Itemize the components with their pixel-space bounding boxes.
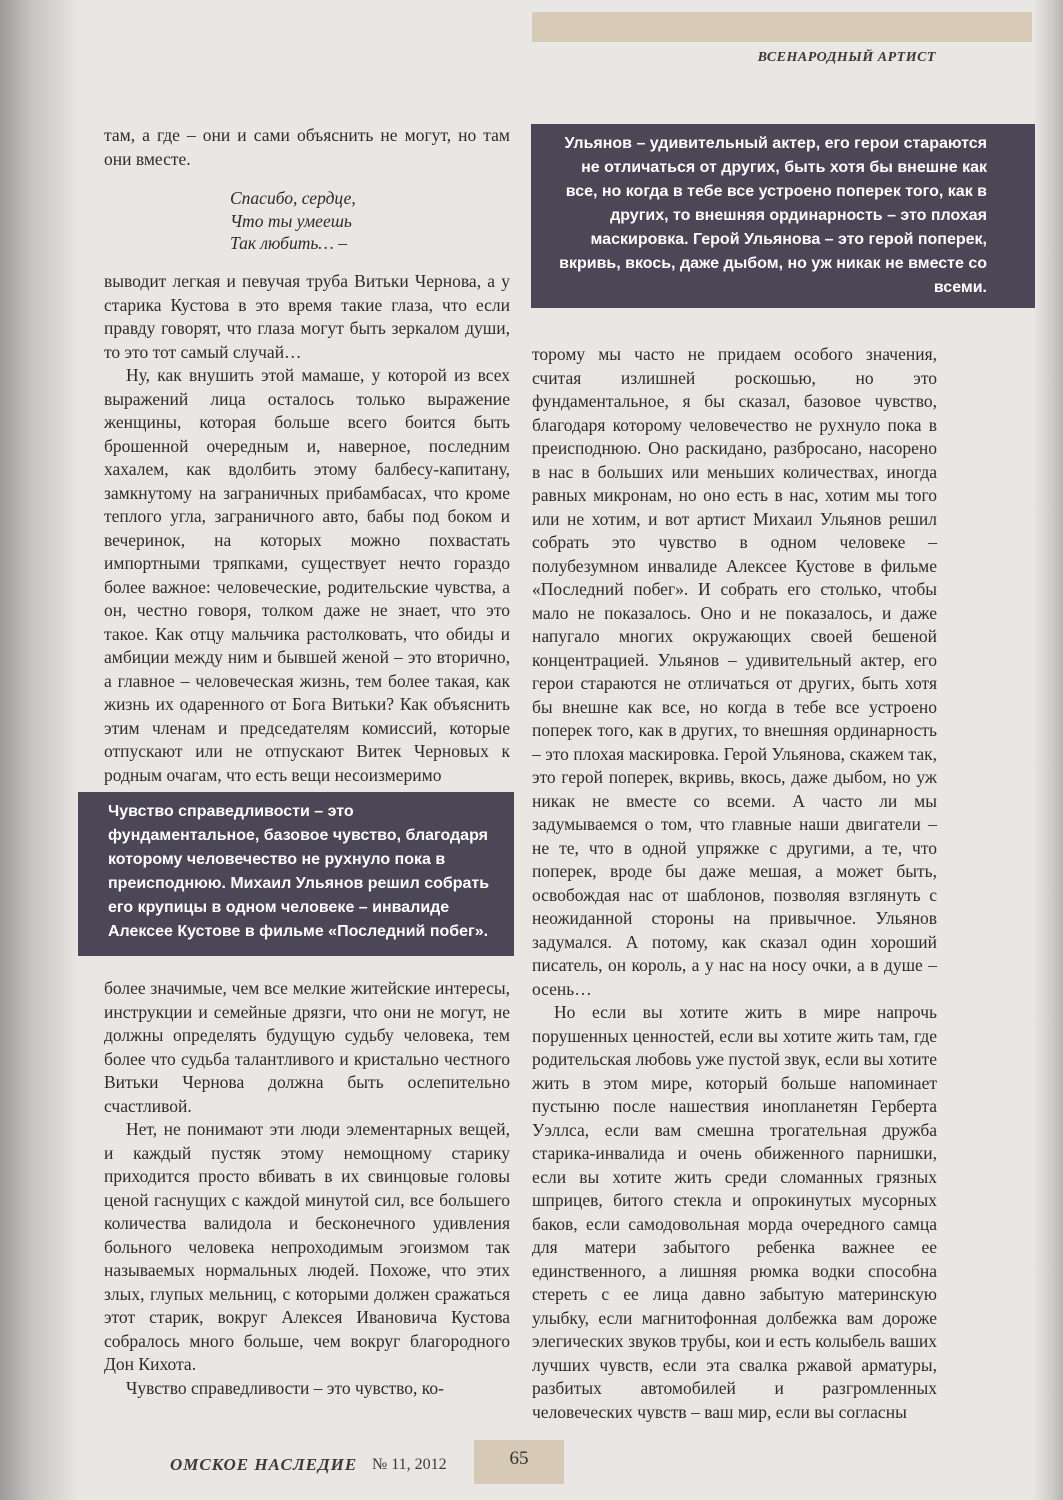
left-column-bottom [104,977,510,1400]
poem-line: Что ты умеешь [230,210,352,231]
issue-number: № 11, 2012 [372,1456,447,1473]
poem-line: Так любить… – [230,233,347,253]
paragraph: выводит легкая и певучая труба Витьки Чернова, а у старика Кустова в это время такие глаза, что если правду говорят, что глаза могут быть зеркалом души, то это тот самый случай… [104,271,510,362]
right-column [532,343,937,1424]
page-edge-shadow [1033,0,1063,1500]
paragraph: Но если вы хотите жить в мире напрочь порушенных ценностей, если вы хотите жить там, где родительская любовь уже пустой звук, если вы хотите жить в этом мире, который больше напоминает пустыню после нашествия инопланетян Герберта Уэллса, если вам смешна трогательная дружба старика-инвалида и очень обиженного парнишки, если вы хотите жить среди сломанных грязных шприцев, битого стекла и опрокинутых мусорных баков, если самодовольная морда очередного самца для матери забытого ребенка важнее ее единственного, а лишняя рюмка водки способна стереть с ее лица давно забытую материнскую улыбку, если магнитофонная долбежка вам дороже элегических звуков трубы, кои и есть колыбель ваших лучших чувств, если эта свалка ржавой арматуры, разбитых автомобилей и разгромленных человеческих чувств – ваш мир, если вы согласны [532,1002,937,1422]
paragraph: там, а где – они и сами объяснить не могут, но там они вместе. [104,125,510,169]
paragraph: Ну, как внушить этой мамаше, у которой из всех выражений лица осталось только выражение женщины, которая больше всего боится быть брошенной очередным и, наверное, последним хахалем, как вдолбить этому балбесу-капитану, замкнутому на заграничных прибамбасах, что кроме теплого угла, заграничного авто, бабы под боком и вечеринок, на которых можно похвастать импортными тряпками, существует нечто гораздо более важное: человеческие, родительские чувства, а он, честно говоря, толком даже не знает, что это такое. Как отцу мальчика растолковать, что обиды и амбиции между ним и бывшей женой – это вторично, а главное – человеческая жизнь, тем более такая, как жизнь их одаренного от Бога Витьки? Как объяснить этим членам и председателям комиссий, которые отпускают или не отпускают Витек Черновых к родным очагам, что есть вещи несоизмеримо [104,365,510,785]
poem-line: Спасибо, сердце, [230,188,356,208]
magazine-name: ОМСКОЕ НАСЛЕДИЕ [170,1455,358,1474]
left-column-top [104,124,510,171]
paragraph: торому мы часто не придаем особого значения, считая излишней роскошью, но это фундаментальное, я бы сказал, базовое чувство, благодаря которому человечество не рухнуло пока в преисподнюю. Оно раскидано, разбросано, насорено в нас в больших или меньших количествах, иногда равных микронам, но оно есть в нас, хотим мы того или не хотим, и вот артист Михаил Ульянов решил собрать это чувство в одном человеке – полубезумном инвалиде Алексее Кустове в фильме «Последний побег». И собрать его столько, чтобы мало не показалось. Оно и не показалось, и даже напугало многих окружающих своей бешеной концентрацией. Ульянов – удивительный актер, его герои стараются не отличаться от других, быть хотя бы внешне как все, но когда в тебе все устроено поперек того, как в других, то внешняя ординарность – это плохая маскировка. Герой Ульянова, скажем так, это герой поперек, вкривь, вкось, даже дыбом, но уж никак не вместе со всеми. А часто ли мы задумываемся о том, что главные наши двигатели – не те, что в одной упряжке с другими, а те, что поперек, вроде бы даже мешая, а может быть, освобождая нас от шаблонов, позволяя взглянуть с неожиданной стороны на привычное. Ульянов задумался. А потому, как сказал один хороший писатель, он король, а у нас на носу очки, а в душе – осень… [532,344,937,999]
page-gutter-shadow [0,0,80,1500]
header-bar [532,12,1032,42]
left-column-middle [104,270,510,787]
pull-quote-top [531,124,1035,308]
paragraph: Нет, не понимают эти люди элементарных вещей, и каждый пустяк этому немощному старику приходится просто вбивать в их свинцовые головы ценой гаснущих с каждой минутой сил, все большего количества валидола и бесконечного удивления больного человека непроходимым эгоизмом так называемых нормальных людей. Похоже, что этих злых, глупых мельниц, с которыми должен сражаться этот старик, вокруг Алексея Ивановича Кустова собралось много больше, чем вокруг благородного Дон Кихота. [104,1119,510,1374]
pull-quote-text: Чувство справедливости – это фундаментальное, базовое чувство, благодаря которому человечество не рухнуло пока в преисподнюю. Михаил Ульянов решил собрать его крупицы в одном человеке – инвалиде Алексее Кустове в фильме «Последний побег». [108,803,490,940]
paragraph: более значимые, чем все мелкие житейские интересы, инструкции и семейные дрязги, что они не могут, не должны определять будущую судьбу человека, тем более что судьба талантливого и кристально честного Витьки Чернова должна быть ослепительно счастливой. [104,978,510,1116]
pull-quote-text: Ульянов – удивительный актер, его герои стараются не отличаться от других, быть хотя бы внешне как все, но когда в тебе все устроено поперек того, как в других, то внешняя ординарность – это плохая маскировка. Герой Ульянова – это герой поперек, вкривь, вкось, даже дыбом, но уж никак не вместе со всеми. [559,135,987,296]
section-rubric: ВСЕНАРОДНЫЙ АРТИСТ [757,50,936,65]
pull-quote-left [78,792,514,956]
page-number: 65 [509,1448,529,1469]
poem-quote [230,187,490,255]
paragraph: Чувство справедливости – это чувство, ко- [126,1377,444,1398]
